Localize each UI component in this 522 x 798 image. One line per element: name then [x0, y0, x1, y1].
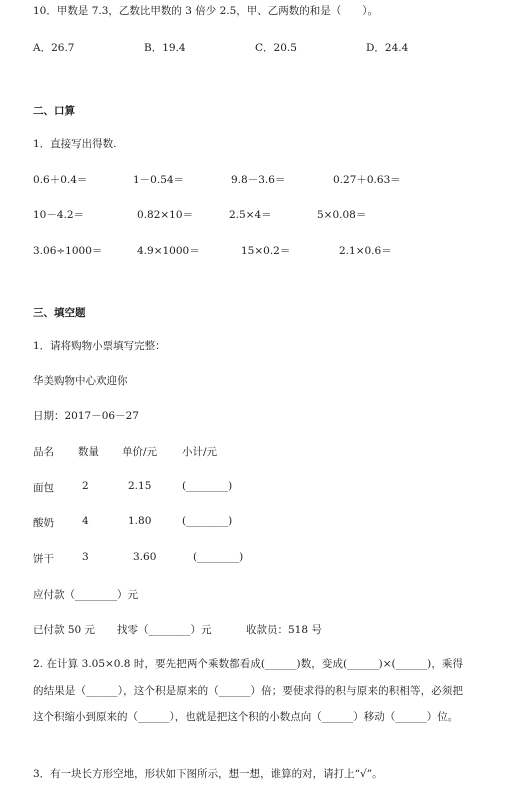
receipt-item-subtotal-blank[interactable]: (________)	[193, 551, 244, 563]
receipt-item-price: 3.60	[133, 551, 157, 563]
q10-option-b: B．19.4	[144, 42, 186, 54]
receipt-item-qty: 4	[82, 515, 89, 527]
receipt-header-subtotal: 小计/元	[182, 446, 218, 458]
calc-item: 0.6＋0.4＝	[33, 174, 88, 186]
calc-item: 5×0.08＝	[317, 209, 367, 221]
section-2-title: 二、口算	[33, 105, 75, 117]
receipt-item-subtotal-blank[interactable]: (________)	[182, 515, 233, 527]
q10-stem: 10．甲数是 7.3，乙数比甲数的 3 倍少 2.5，甲、乙两数的和是（ ）。	[33, 5, 379, 17]
section-3-q3: 3．有一块长方形空地，形状如下图所示，想一想，谁算的对，请打上“√”。	[33, 768, 383, 780]
section-2-q1: 1．直接写出得数.	[33, 138, 117, 150]
receipt-item-qty: 3	[82, 551, 89, 563]
calc-item: 4.9×1000＝	[137, 245, 200, 257]
q10-option-c: C．20.5	[255, 42, 297, 54]
receipt-item-name: 饼干	[33, 553, 54, 565]
receipt-change[interactable]: 找零（________）元	[117, 624, 212, 636]
calc-item: 1－0.54＝	[133, 174, 185, 186]
section-3-q2: 2. 在计算 3.05×0.8 时，要先把两个乘数都看成(______)数，变成(______)×(______)，乘得的结果是（______），这个积是原来的（______）倍；要使求得的积与原来的积相等，必须把这个积缩小到原来的（______），也就是把这个积的小数点向（______）移动（______）位。	[33, 658, 463, 723]
receipt-amount-paid: 已付款 50 元	[33, 624, 96, 636]
receipt-item-name: 酸奶	[33, 517, 54, 529]
section-3-q1: 1．请将购物小票填写完整：	[33, 340, 166, 352]
calc-item: 15×0.2＝	[241, 245, 291, 257]
receipt-item-qty: 2	[82, 480, 89, 492]
calc-item: 10－4.2＝	[33, 209, 85, 221]
receipt-item-price: 1.80	[128, 515, 152, 527]
receipt-cashier: 收款员：518 号	[246, 624, 322, 636]
calc-item: 2.1×0.6＝	[339, 245, 392, 257]
receipt-header-qty: 数量	[78, 446, 99, 458]
calc-item: 0.82×10＝	[137, 209, 194, 221]
receipt-item-subtotal-blank[interactable]: (________)	[182, 480, 233, 492]
calc-item: 0.27＋0.63＝	[333, 174, 401, 186]
receipt-item-name: 面包	[33, 482, 54, 494]
calc-item: 9.8－3.6＝	[231, 174, 286, 186]
receipt-shop-name: 华美购物中心欢迎你	[33, 375, 128, 387]
section-3-title: 三、填空题	[33, 307, 86, 319]
receipt-item-price: 2.15	[128, 480, 152, 492]
receipt-header-price: 单价/元	[122, 446, 158, 458]
receipt-date: 日期：2017－06－27	[33, 410, 139, 422]
calc-item: 3.06÷1000＝	[33, 245, 103, 257]
q10-option-a: A．26.7	[33, 42, 75, 54]
calc-item: 2.5×4＝	[229, 209, 272, 221]
receipt-header-name: 品名	[33, 446, 54, 458]
receipt-amount-due[interactable]: 应付款（________）元	[33, 589, 138, 601]
q10-option-d: D．24.4	[366, 42, 409, 54]
